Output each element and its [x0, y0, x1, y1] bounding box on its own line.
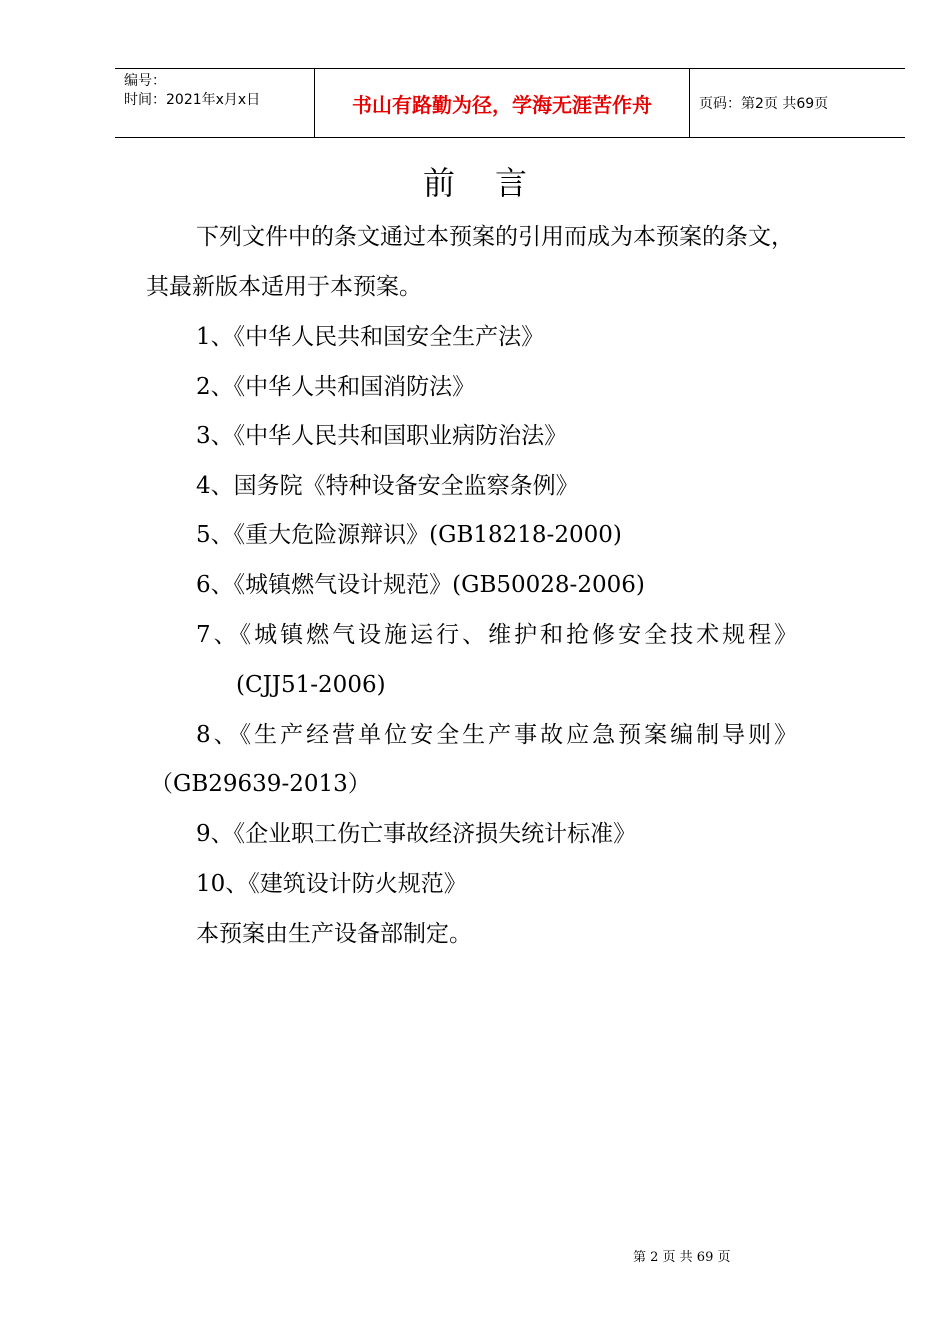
page-header [115, 68, 905, 138]
closing-statement: 本预案由生产设备部制定。 [196, 921, 472, 947]
doc-number-label: 编号： [124, 73, 166, 89]
list-item-continuation: (CJJ51-2006) [236, 672, 386, 698]
list-item: 7、《城镇燃气设施运行、维护和抢修安全技术规程》 [196, 622, 801, 648]
page-footer: 第 2 页 共 69 页 [633, 1250, 731, 1265]
list-item: 10、《建筑设计防火规范》 [196, 871, 467, 897]
list-item: 5、《重大危险源辩识》(GB18218-2000) [196, 522, 622, 548]
header-meta [115, 69, 315, 137]
page-title: 前言 [422, 164, 567, 202]
list-item: 6、《城镇燃气设计规范》(GB50028-2006) [196, 572, 645, 598]
list-item: 9、《企业职工伤亡事故经济损失统计标准》 [196, 821, 637, 847]
doc-time: 时间：2021年x月x日 [124, 92, 261, 108]
header-page-info: 页码：第2页 共69页 [699, 96, 829, 112]
list-item: 8、《生产经营单位安全生产事故应急预案编制导则》 [196, 722, 801, 748]
list-item: 1、《中华人民共和国安全生产法》 [196, 324, 545, 350]
list-item: 2、《中华人共和国消防法》 [196, 374, 476, 400]
list-item-continuation: （GB29639-2013） [150, 771, 371, 797]
list-item: 3、《中华人民共和国职业病防治法》 [196, 423, 568, 449]
list-item: 4、国务院《特种设备安全监察条例》 [196, 473, 579, 499]
intro-line-1: 下列文件中的条文通过本预案的引用而成为本预案的条文， [196, 224, 794, 250]
intro-line-2: 其最新版本适用于本预案。 [146, 274, 422, 300]
header-motto: 书山有路勤为径，学海无涯苦作舟 [315, 69, 690, 137]
